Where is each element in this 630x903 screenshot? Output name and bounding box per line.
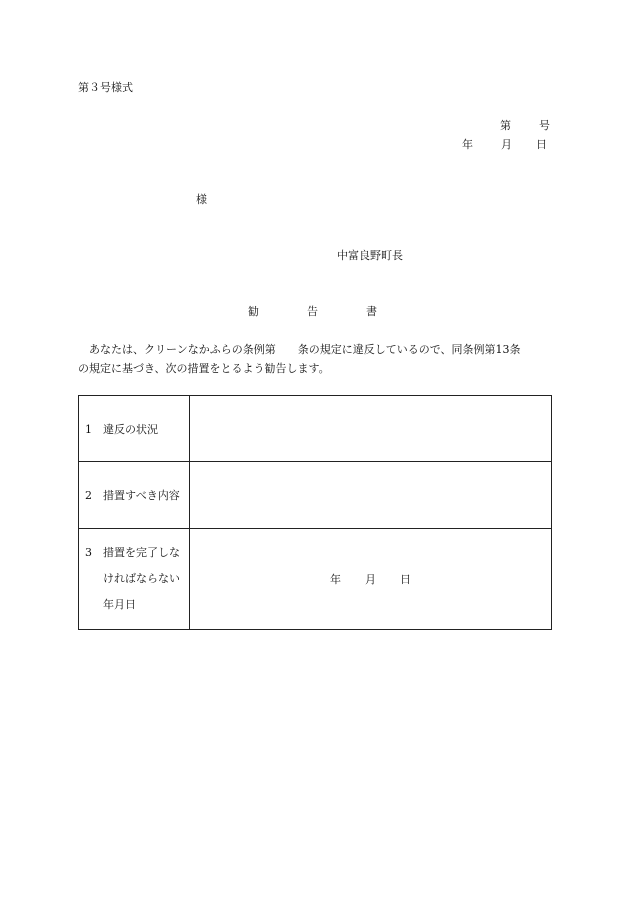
completion-date-year: 年 [330,572,341,586]
row-label-line-2: ければならない [103,571,180,585]
completion-date-day: 日 [400,572,411,586]
title-char-2: 告 [307,305,318,318]
document-number-prefix: 第 [500,119,511,132]
body-line-2: の規定に基づき、次の措置をとるよう勧告します。 [78,362,330,375]
body-paragraph [78,340,558,378]
row-label-line-3: 年月日 [103,597,136,611]
row-label [79,396,190,462]
row-value-cell [190,462,552,528]
row-number: 3 [85,545,92,559]
row-label-text: 措置すべき内容 [103,488,180,502]
row-number: 1 [85,422,92,436]
row-label [79,528,190,629]
completion-date-month: 月 [365,572,376,586]
table-row [79,462,552,528]
document-title [248,306,377,317]
document-date-month: 月 [501,138,512,151]
table-row [79,528,552,629]
row-number: 2 [85,488,92,502]
row-label-text: 違反の状況 [103,422,158,436]
table-row [79,396,552,462]
document-date-day: 日 [536,138,547,151]
body-line-1a: あなたは、クリーンなかふらの条例第 [78,343,276,356]
document-date-year: 年 [462,138,473,151]
issuer-name: 中富良野町長 [337,249,403,262]
addressee-suffix: 様 [196,193,207,206]
row-value-cell [190,396,552,462]
document-number-suffix: 号 [539,119,550,132]
recommendation-table [78,395,552,630]
title-char-3: 書 [366,305,377,318]
body-line-1b: 条の規定に違反しているので、同条例第13条 [297,343,521,356]
title-char-1: 勧 [248,305,259,318]
completion-date-cell [190,528,552,629]
row-label [79,462,190,528]
document-date [462,139,547,150]
document-number [500,120,550,131]
form-number: 第３号様式 [78,81,133,94]
row-label-line-1: 措置を完了しな [103,545,180,559]
